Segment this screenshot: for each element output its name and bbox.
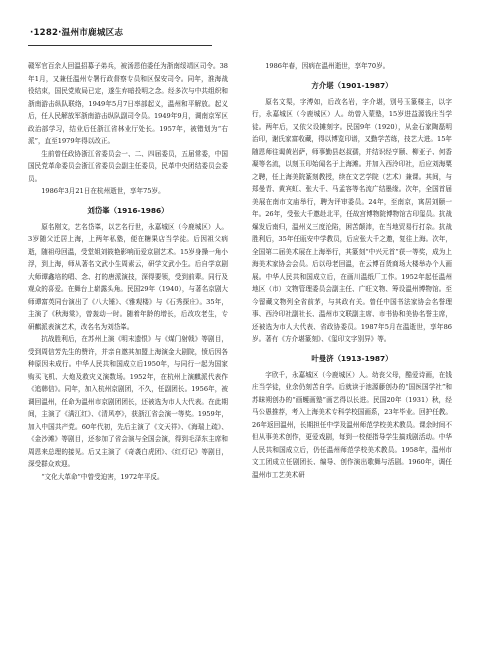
header-rule xyxy=(28,45,212,46)
paragraph: 生前曾任政协浙江省委员会一、二、四届委员，五届常委，中国国民党革命委员会浙江省委员会副主任委员，民革中央团结委员会委员。 xyxy=(28,149,228,183)
paragraph: 原名刚文，艺名岱峯，以艺名行世，永嘉城区（今鹿城区）人。3岁随父迁居上海，上两年私塾，便在糖果店当学徒。后因祖父病逝，随祖母回温，受堂姐刘筱艳影响而爱京剧艺术。15岁身操一角小浮，到上海，师从著名文武小生周素云，研学文武小生。后自学京剧大师谭鑫培的唱、念、打的唐派演技，深得要领，受到前辈。同行及观众的喜爱。在舞台上崭露头角。民国29年（1940），与著名京剧大师谭富英同台演出了《八大锤》、《雅观楼》与《石秀探庄》。35年，主演了《秋海棠》，曾轰动一时。随着年龄的增长，后改攻老生，专研麒派表演艺术，改名名为刘岱峯。 xyxy=(28,222,228,331)
running-header: ·1282·温州市鹿城区志 xyxy=(30,28,124,38)
paragraph: 字欣千，永嘉城区（今鹿城区）人。幼丧父母，酷爱诗画，在钱庄当学徒，业余仍刻苦自学。后就读于池源藤创办的“国医国学社”和苏昧朔创办的“画蠖画塾”画艺得以长进。民国20年（1931）秋，经马公愚推荐，考入上海美术专科学校国画系，23年毕业。回护任教。26年返回温州，长期担任中学及温州师范学校美术教员。课余时间不但从事美术创作，更爱戏剧，每到一校便指导学生搞戏剧活动。中华人民共和国成立后，仍任温州师范学校美术教员。1958年，温州市文工团成立任剧团长、编导、创作演出歌舞与活剧。1960年，调任温州市工艺美术研 xyxy=(252,370,452,479)
entry-title: 方介堪（1901-1987） xyxy=(311,80,393,90)
paragraph: 1986年3月21日在杭州逝世，享年75岁。 xyxy=(41,187,165,195)
entry-title: 叶曼济（1913-1987） xyxy=(311,353,393,363)
right-column xyxy=(252,60,452,481)
paragraph: 1986年春，因病在温州逝世，享年70岁。 xyxy=(265,62,390,70)
paragraph: 赣军官百余人回温招募子弟兵，被汤恩伯委任为浙南绥靖区司令。38年1月，又兼任温州专署行政督察专员和区保安司令。同年，淮海战役结束，国民党败局已定，遂生弃暗投明之念。经多次与中共组织和浙南游击纵队联络，1949年5月7日率部起义，温州和平解放。起义后，任人民解放军浙南游击纵队副司令员。1949年9月，调南京军区政治部学习，结业后任浙江省林业厅处长。1957年，被错划为“右派”，直至1979年得以改正。 xyxy=(28,62,228,145)
paragraph: 原名文渠，字溥如，后改名岩，字介堪，别号玉篆楼主，以字行，永嘉城区（今鹿城区）人。幼曾入蒙塾，15岁进益源钱庄当学徒。两年后，又依父设摊刻字。民国9年（1920），从金石家陶磊明治印，谢氏家富收藏，得以博览印谱，又勤学苦练，技艺大进。15年随恩师往谒黄岩萨，师事勤县赵叔孺，并结识经亨颐、柳亚子、何香凝等名流，以刻玉印始闻名于上海滩。并加入西泠印社，后应刘海粟之聘，任上海美院篆刻教授，续在文艺学院（艺术）兼课。其间，与郑曼青、黄宾虹、张大千、马孟容等名流广结墨缘。次年，全国首届美展在南市文庙举行，聘为评审委员。24年，至南京，寓居刘颐一年。26年，受张大千邀赴北平，任故宫博物院博物馆古印玺员。抗战爆发后南归，温州义三度沦陷，困苦颠沛，在当地贸易行打杂。抗战胜利后，35年任瓯安中学教员，后应张大千之邀，复往上海。次年，全国第二届美术展在上海举行，其篆刻“中兴元首”获一等奖，成为上海美术家协会会员。后以母老回温，在云博百货商场大楼举办个人画展。中华人民共和国成立后，在画川温纸厂工作。1952年起任温州地区（市）文物管理委员会副主任、广旺文物、筹设温州博物馆。至今留藏文物列全省前茅，与其政有关。曾任中国书法家协会名誉理事、西泠印社副社长、温州市文联副主席、市书协和美协名誉主席，还被选为市人大代表、省政协委员。1987年5月在温逝世，享年86岁。著有《方介堪篆刻》、《玺印文字别异》等。 xyxy=(252,97,452,343)
left-column xyxy=(28,60,228,483)
entry-title: 刘岱峯（1916-1986） xyxy=(87,205,169,215)
paragraph: “文化大革命”中曾受迫害，1972年平反。 xyxy=(41,472,164,481)
paragraph: 抗战胜利后，在苏州上演《明末遗恨》与《煤门射戟》等剧目，受到周信芳先生的赞许，并亲自邀其加盟上海演金大剧院，愤后因各种原因未成行。中华人民共和国成立后1950年，与同行一起为国家购买飞机、大炮及救灾义演数场。1952年，在杭州上演麒派代表作《追韩信》。同年，加入杭州京剧团，不久，任副团长。1956年，被调回温州，任命为温州市京剧团团长，还被选为市人大代表。在此期间，主演了《满江红》、《清风亭》，获浙江省会演一等奖。1959年，加入中国共产党。60年代初，先后主演了《文天祥》、《海瑞上疏》、《金沙滩》等剧目，还参加了省会演与全国会演，得到毛泽东主席和周恩来总理的接见。后又主演了《奇袭白虎团》、《红灯记》等剧目，深受群众欢迎。 xyxy=(28,335,228,468)
